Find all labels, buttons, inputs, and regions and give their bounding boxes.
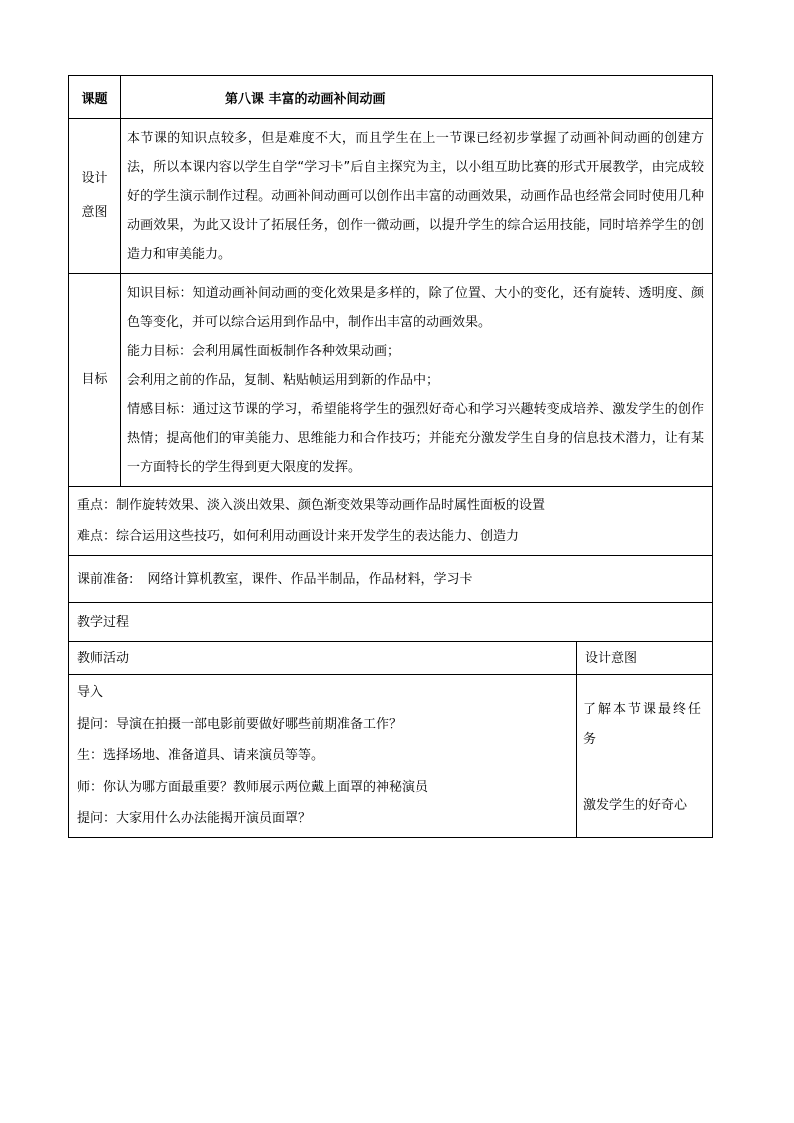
process-label: 教学过程: [69, 603, 713, 642]
col-design-intent: 设计意图: [577, 642, 713, 675]
process-body-row: [69, 675, 713, 838]
activity-question-1: 提问：导演在拍摄一部电影前要做好哪些前期准备工作？: [77, 716, 403, 732]
goals-label-text: 目标: [81, 372, 108, 387]
title-row: [69, 76, 713, 119]
process-row: [69, 603, 713, 642]
goals-text: [121, 274, 713, 487]
focus-row: [69, 487, 713, 556]
preparation-label: 课前准备:: [77, 571, 134, 587]
activity-intro: 导入: [77, 685, 104, 700]
goals-row: [69, 274, 713, 487]
lesson-title: 第八课 丰富的动画补间动画: [121, 76, 713, 119]
intent-curiosity: 激发学生的好奇心: [583, 798, 688, 813]
difficulty-point: 难点：综合运用这些技巧，如何利用动画设计来开发学生的表达能力、创造力: [77, 529, 520, 544]
lesson-plan-page: [68, 75, 712, 838]
intent-understand-task: 了解本节课最终任务: [583, 702, 704, 747]
focus-cell: [69, 487, 713, 556]
title-label: 课题: [69, 76, 121, 119]
lesson-plan-table: [68, 75, 713, 838]
col-teacher-activity: 教师活动: [69, 642, 577, 675]
design-row: [69, 119, 713, 274]
activity-student-answer: 生：选择场地、准备道具、请来演员等等。: [77, 748, 325, 763]
goal-ability: 能力目标：会利用属性面板制作各种效果动画；: [127, 344, 401, 359]
design-label-line2: 意图: [81, 205, 108, 220]
activity-question-2: 提问：大家用什么办法能揭开演员面罩？: [77, 811, 312, 826]
design-text: 本节课的知识点较多，但是难度不大，而且学生在上一节课已经初步掌握了动画补间动画的创建方法，所以本课内容以学生自学“学习卡”后自主探究为主，以小组互助比赛的形式开展教学，由完成较好的学生演示制作过程。动画补间动画可以创作出丰富的动画效果，动画作品也经常会同时使用几种动画效果，为此又设计了拓展任务，创作一微动画，以提升学生的综合运用技能，同时培养学生的创造力和审美能力。: [121, 119, 713, 274]
key-point: 重点：制作旋转效果、淡入淡出效果、颜色渐变效果等动画作品时属性面板的设置: [77, 498, 546, 513]
goal-ability-2: 会利用之前的作品，复制、粘贴帧运用到新的作品中；: [127, 373, 440, 388]
design-label: [69, 119, 121, 274]
goal-emotion: 情感目标：通过这节课的学习，希望能将学生的强烈好奇心和学习兴趣转变成培养、激发学生的创作热情；提高他们的审美能力、思维能力和合作技巧；并能充分激发学生自身的信息技术潜力，让有某一方面特长的学生得到更大限度的发挥。: [127, 402, 704, 475]
preparation-text: 网络计算机教室，课件、作品半制品，作品材料，学习卡: [147, 571, 473, 587]
design-label-line1: 设计: [81, 171, 108, 186]
goals-label: [69, 274, 121, 487]
teacher-activity-cell: [69, 675, 577, 838]
preparation-row: [69, 556, 713, 603]
goal-knowledge: 知识目标：知道动画补间动画的变化效果是多样的，除了位置、大小的变化，还有旋转、透明度、颜色等变化，并可以综合运用到作品中，制作出丰富的动画效果。: [127, 286, 704, 330]
design-intent-cell: [577, 675, 713, 838]
process-header-row: [69, 642, 713, 675]
activity-teacher: 师：你认为哪方面最重要？教师展示两位戴上面罩的神秘演员: [77, 779, 429, 795]
preparation-cell: [69, 556, 713, 603]
